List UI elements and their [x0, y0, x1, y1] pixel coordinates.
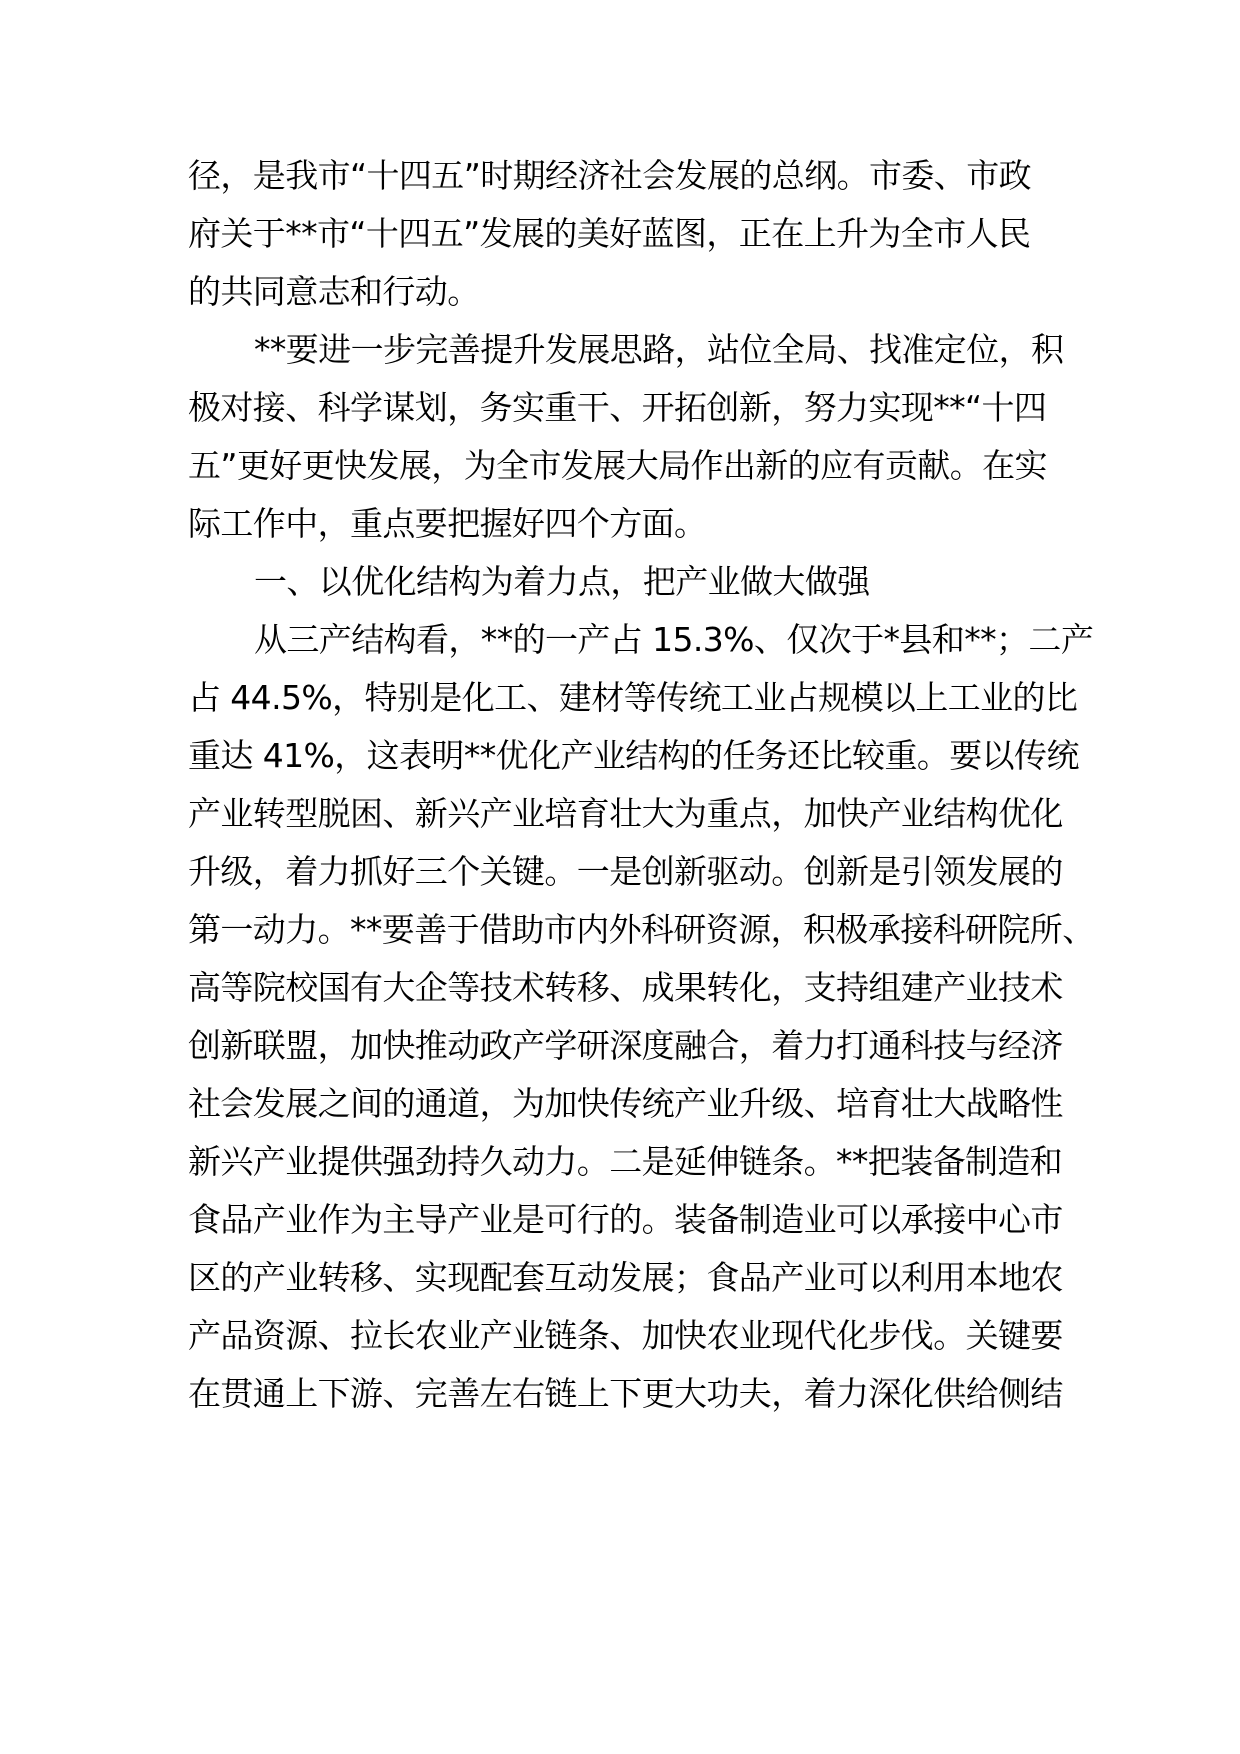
text-line: 产品资源、拉长农业产业链条、加快农业现代化步伐。关键要 — [188, 1316, 1063, 1355]
text-line: 五”更好更快发展，为全市发展大局作出新的应有贡献。在实 — [188, 446, 1047, 485]
text-line: 社会发展之间的通道，为加快传统产业升级、培育壮大战略性 — [188, 1084, 1063, 1123]
text-line: 第一动力。**要善于借助市内外科研资源，积极承接科研院所、 — [188, 910, 1095, 949]
text-line: 从三产结构看，**的一产占 15.3%、仅次于*县和**；二产 — [254, 620, 1094, 659]
text-line: 重达 41%，这表明**优化产业结构的任务还比较重。要以传统 — [188, 736, 1079, 775]
section-heading: 一、以优化结构为着力点，把产业做大做强 — [254, 562, 870, 601]
text-line: 区的产业转移、实现配套互动发展；食品产业可以利用本地农 — [188, 1258, 1063, 1297]
text-line: 际工作中，重点要把握好四个方面。 — [188, 504, 707, 543]
text-line: 极对接、科学谋划，务实重干、开拓创新，努力实现**“十四 — [188, 388, 1047, 427]
text-line: 在贯通上下游、完善左右链上下更大功夫，着力深化供给侧结 — [188, 1374, 1063, 1413]
text-line: 占 44.5%，特别是化工、建材等传统工业占规模以上工业的比 — [188, 678, 1078, 717]
text-line: 径，是我市“十四五”时期经济社会发展的总纲。市委、市政 — [188, 156, 1031, 195]
text-line: 的共同意志和行动。 — [188, 272, 480, 311]
text-line: 府关于**市“十四五”发展的美好蓝图，正在上升为全市人民 — [188, 214, 1031, 253]
text-line: 创新联盟，加快推动政产学研深度融合，着力打通科技与经济 — [188, 1026, 1063, 1065]
text-line: 升级，着力抓好三个关键。一是创新驱动。创新是引领发展的 — [188, 852, 1063, 891]
text-line: 食品产业作为主导产业是可行的。装备制造业可以承接中心市 — [188, 1200, 1063, 1239]
text-line: 高等院校国有大企等技术转移、成果转化，支持组建产业技术 — [188, 968, 1063, 1007]
text-line: 产业转型脱困、新兴产业培育壮大为重点，加快产业结构优化 — [188, 794, 1063, 833]
text-line: **要进一步完善提升发展思路，站位全局、找准定位，积 — [254, 330, 1064, 369]
text-line: 新兴产业提供强劲持久动力。二是延伸链条。**把装备制造和 — [188, 1142, 1063, 1181]
